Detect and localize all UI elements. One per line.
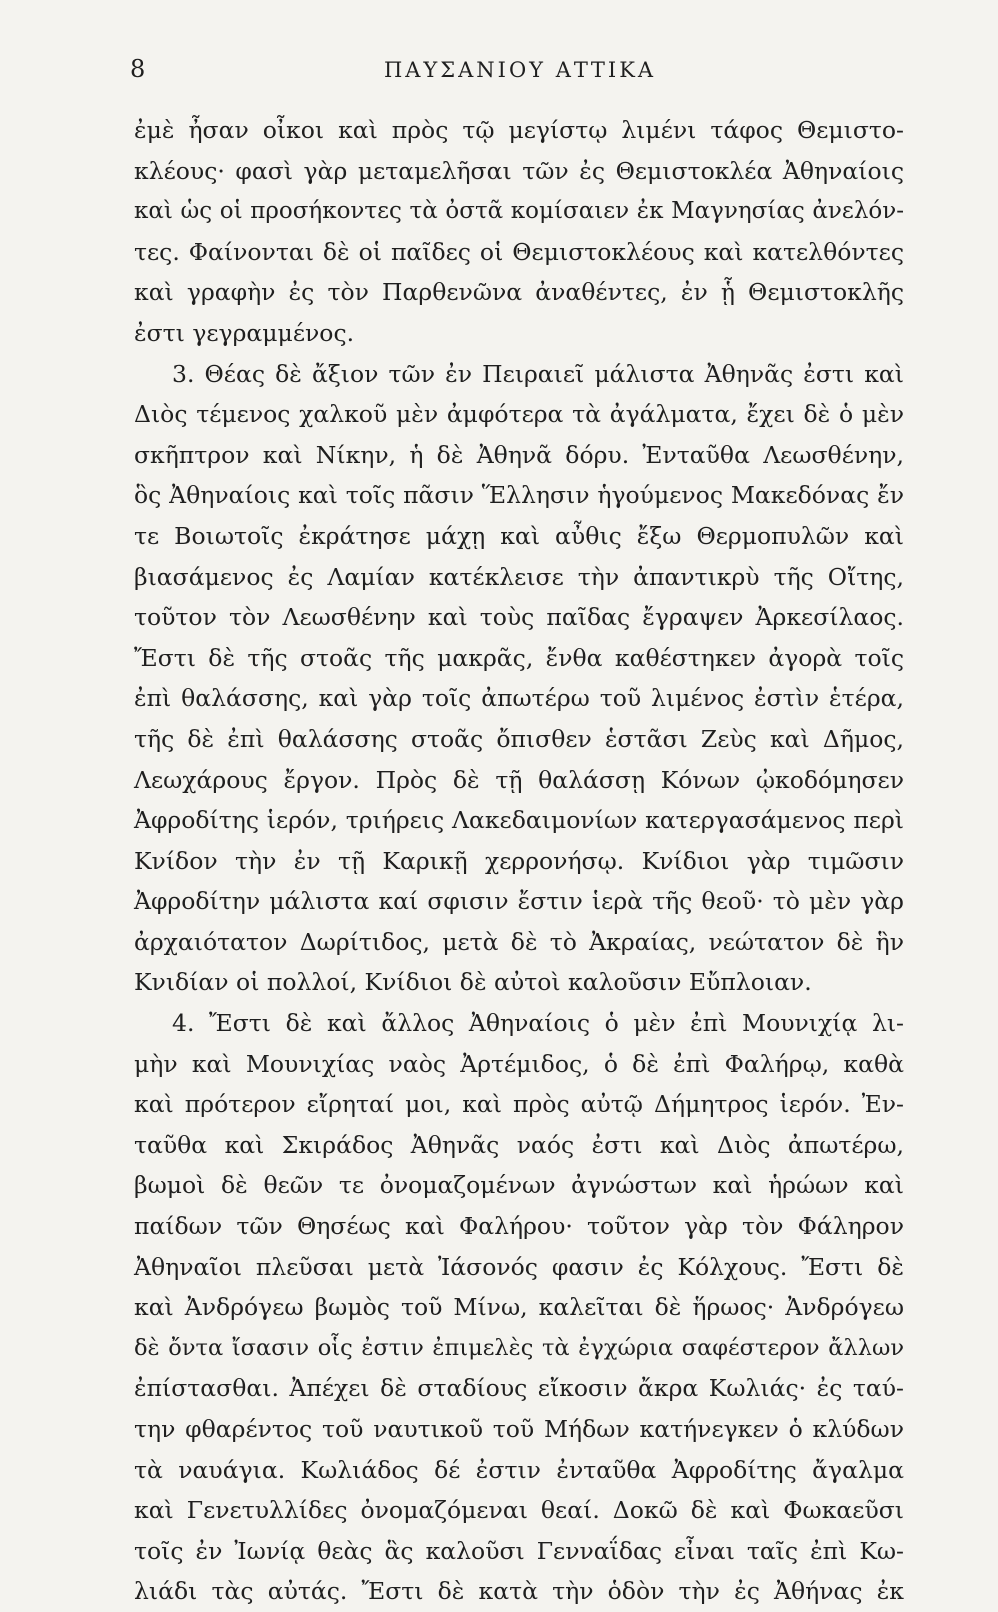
- text-line: ἐμὲ ἦσαν οἶκοι καὶ πρὸς τῷ μεγίστῳ λιμένι τάφος Θεμιστο-: [134, 116, 904, 144]
- text-line: καὶ Γενετυλλίδες ὀνομαζόμεναι θεαί. Δοκῶ δὲ καὶ Φωκαεῦσι: [134, 1496, 904, 1525]
- text-line: καὶ ὡς οἱ προσήκοντες τὰ ὀστᾶ κομίσαιεν ἐκ Μαγνησίας ἀνελόν-: [134, 198, 904, 225]
- text-line: λιάδι τὰς αὐτάς. Ἔστι δὲ κατὰ τὴν ὁδὸν τὴν ἐς Ἀθήνας ἐκ: [134, 1577, 904, 1606]
- text-line: ἀρχαιότατον Δωρίτιδος, μετὰ δὲ τὸ Ἀκραίας, νεώτατον δὲ ἣν: [134, 927, 904, 956]
- text-line: τοῦτον τὸν Λεωσθένην καὶ τοὺς παῖδας ἔγραψεν Ἀρκεσίλαος.: [134, 603, 904, 632]
- text-line: Ἀφροδίτης ἱερόν, τριήρεις Λακεδαιμονίων κατεργασάμενος περὶ: [134, 806, 904, 835]
- text-line: βιασάμενος ἐς Λαμίαν κατέκλεισε τὴν ἀπαντικρὺ τῆς Οἴτης,: [134, 562, 904, 591]
- text-line: ὃς Ἀθηναίοις καὶ τοῖς πᾶσιν Ἕλλησιν ἡγούμενος Μακεδόνας ἔν: [134, 481, 904, 510]
- body-text: [134, 110, 904, 1612]
- page-number: 8: [130, 55, 147, 83]
- text-line: Ἀθηναῖοι πλεῦσαι μετὰ Ἰάσονός φασιν ἐς Κόλχους. Ἔστι δὲ: [134, 1252, 904, 1281]
- text-line: την φθαρέντος τοῦ ναυτικοῦ τοῦ Μήδων κατήνεγκεν ὁ κλύδων: [134, 1415, 904, 1443]
- text-line: 4. Ἔστι δὲ καὶ ἄλλος Ἀθηναίοις ὁ μὲν ἐπὶ Μουνιχίᾳ λι-: [172, 1009, 904, 1038]
- text-line: Διὸς τέμενος χαλκοῦ μὲν ἀμφότερα τὰ ἀγάλματα, ἔχει δὲ ὁ μὲν: [134, 400, 904, 429]
- text-line: Λεωχάρους ἔργον. Πρὸς δὲ τῇ θαλάσσῃ Κόνων ᾠκοδόμησεν: [134, 765, 904, 794]
- text-line: καὶ πρότερον εἴρηταί μοι, καὶ πρὸς αὐτῷ Δήμητρος ἱερόν. Ἐν-: [134, 1090, 904, 1119]
- text-line: Ἀφροδίτην μάλιστα καί σφισιν ἔστιν ἱερὰ τῆς θεοῦ· τὸ μὲν γὰρ: [134, 887, 904, 916]
- running-title: ΠΑΥΣΑΝΙΟΥ ΑΤΤΙΚΑ: [383, 58, 657, 82]
- text-line: τῆς δὲ ἐπὶ θαλάσσης στοᾶς ὄπισθεν ἑστᾶσι Ζεὺς καὶ Δῆμος,: [134, 724, 904, 753]
- text-line: Κνιδίαν οἱ πολλοί, Κνίδιοι δὲ αὐτοὶ καλοῦσιν Εὔπλοιαν.: [134, 968, 812, 997]
- text-line: ἐπίστασθαι. Ἀπέχει δὲ σταδίους εἴκοσιν ἄκρα Κωλιάς· ἐς ταύ-: [134, 1374, 904, 1403]
- text-line: Κνίδον τὴν ἐν τῇ Καρικῇ χερρονήσῳ. Κνίδιοι γὰρ τιμῶσιν: [134, 846, 904, 875]
- text-line: τοῖς ἐν Ἰωνίᾳ θεὰς ἃς καλοῦσι Γενναΐδας εἶναι ταῖς ἐπὶ Κω-: [134, 1536, 904, 1565]
- text-line: κλέους· φασὶ γὰρ μεταμελῆσαι τῶν ἐς Θεμιστοκλέα Ἀθηναίοις: [134, 156, 904, 185]
- text-line: ἐπὶ θαλάσσης, καὶ γὰρ τοῖς ἀπωτέρω τοῦ λιμένος ἐστὶν ἑτέρα,: [134, 684, 904, 713]
- text-line: ἐστι γεγραμμένος.: [134, 318, 355, 347]
- text-line: Ἔστι δὲ τῆς στοᾶς τῆς μακρᾶς, ἔνθα καθέστηκεν ἀγορὰ τοῖς: [134, 643, 904, 672]
- text-line: τες. Φαίνονται δὲ οἱ παῖδες οἱ Θεμιστοκλέους καὶ κατελθόντες: [134, 237, 904, 266]
- text-line: τε Βοιωτοῖς ἐκράτησε μάχῃ καὶ αὖθις ἔξω Θερμοπυλῶν καὶ: [134, 521, 904, 550]
- text-line: ταῦθα καὶ Σκιράδος Ἀθηνᾶς ναός ἐστι καὶ Διὸς ἀπωτέρω,: [134, 1130, 904, 1159]
- text-line: καὶ Ἀνδρόγεω βωμὸς τοῦ Μίνω, καλεῖται δὲ ἥρωος· Ἀνδρόγεω: [134, 1293, 904, 1322]
- text-line: μὴν καὶ Μουνιχίας ναὸς Ἀρτέμιδος, ὁ δὲ ἐπὶ Φαλήρῳ, καθὰ: [134, 1049, 904, 1078]
- running-head: [130, 55, 910, 95]
- text-line: σκῆπτρον καὶ Νίκην, ἡ δὲ Ἀθηνᾶ δόρυ. Ἐνταῦθα Λεωσθένην,: [134, 440, 904, 469]
- text-line: τὰ ναυάγια. Κωλιάδος δέ ἐστιν ἐνταῦθα Ἀφροδίτης ἄγαλμα: [134, 1455, 904, 1484]
- text-line: δὲ ὄντα ἴσασιν οἷς ἐστιν ἐπιμελὲς τὰ ἐγχώρια σαφέστερον ἄλλων: [134, 1334, 904, 1361]
- text-line: καὶ γραφὴν ἐς τὸν Παρθενῶνα ἀναθέντες, ἐν ᾗ Θεμιστοκλῆς: [134, 278, 904, 307]
- text-line: βωμοὶ δὲ θεῶν τε ὀνομαζομένων ἀγνώστων καὶ ἡρώων καὶ: [134, 1171, 904, 1200]
- text-line: παίδων τῶν Θησέως καὶ Φαλήρου· τοῦτον γὰρ τὸν Φάληρον: [134, 1212, 904, 1241]
- text-line: 3. Θέας δὲ ἄξιον τῶν ἐν Πειραιεῖ μάλιστα Ἀθηνᾶς ἐστι καὶ: [172, 359, 904, 388]
